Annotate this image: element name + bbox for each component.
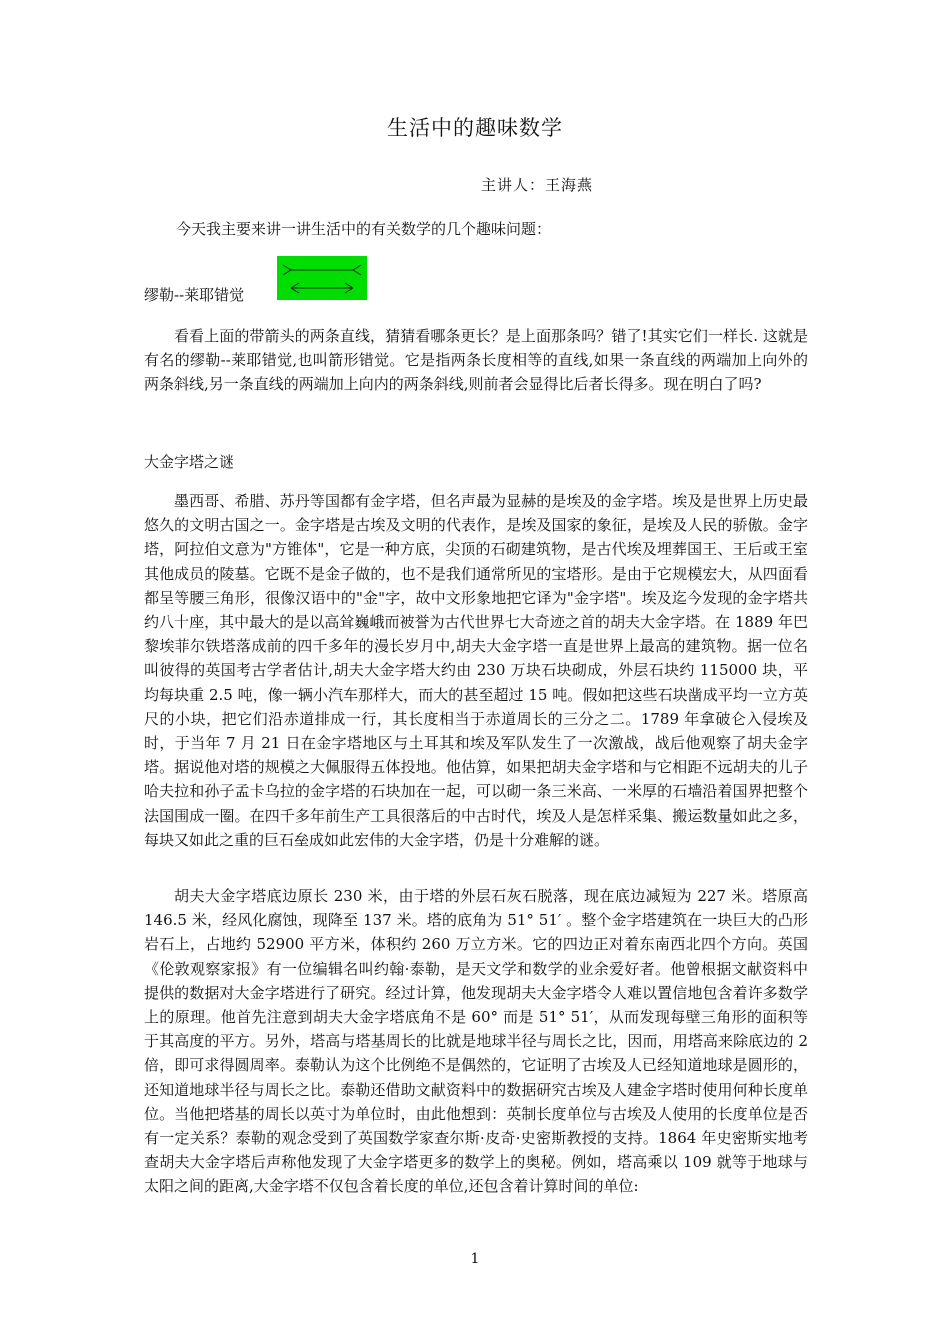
illusion-section — [144, 256, 404, 302]
page-title: 生活中的趣味数学 — [387, 116, 563, 140]
pyramid-paragraph-2: 胡夫大金字塔底边原长 230 米，由于塔的外层石灰石脱落，现在底边减短为 227 米。塔原高 146.5 米，经风化腐蚀，现降至 137 米。塔的底角为 51° 51′ 。整个金字塔建筑在一块巨大的凸形岩石上，占地约 52900 平方米，体积约 260 万立方米。它的四边正对着东南西北四个方向。英国《伦敦观察家报》有一位编辑名叫约翰·泰勒，是天文学和数学的业余爱好者。他曾根据文献资料中提供的数据对大金字塔进行了研究。经过计算，他发现胡夫大金字塔令人难以置信地包含着许多数学上的原理。他首先注意到胡夫大金字塔底角不是 60° 而是 51° 51′，从而发现每壁三角形的面积等于其高度的平方。另外，塔高与塔基周长的比就是地球半径与周长之比，因而，用塔高来除底边的 2 倍，即可求得圆周率。泰勒认为这个比例绝不是偶然的，它证明了古埃及人已经知道地球是圆形的，还知道地球半径与周长之比。泰勒还借助文献资料中的数据研究古埃及人建金字塔时使用何种长度单位。当他把塔基的周长以英寸为单位时，由此他想到：英制长度单位与古埃及人使用的长度单位是否有一定关系？泰勒的观念受到了英国数学家查尔斯·皮奇·史密斯教授的支持。1864 年史密斯实地考查胡夫大金字塔后声称他发现了大金字塔更多的数学上的奥秘。例如，塔高乘以 109 就等于地球与太阳之间的距离,大金字塔不仅包含着长度的单位,还包含着计算时间的单位: — [144, 887, 808, 1196]
intro-line: 今天我主要来讲一讲生活中的有关数学的几个趣味问题： — [176, 220, 552, 238]
illusion-explanation: 看看上面的带箭头的两条直线，猜猜看哪条更长？是上面那条吗？错了!其实它们一样长. 这就是有名的缪勒--莱耶错觉,也叫箭形错觉。它是指两条长度相等的直线,如果一条直线的两端加上向外的两条斜线,另一条直线的两端加上向内的两条斜线,则前者会显得比后者长得多。现在明白了吗? — [144, 327, 808, 394]
section-heading-pyramid: 大金字塔之谜 — [144, 453, 235, 471]
muller-lyer-arrows-icon — [277, 256, 367, 300]
muller-lyer-figure — [277, 256, 367, 300]
pyramid-paragraph-1: 墨西哥、希腊、苏丹等国都有金字塔，但名声最为显赫的是埃及的金字塔。埃及是世界上历史最悠久的文明古国之一。金字塔是古埃及文明的代表作，是埃及国家的象征，是埃及人民的骄傲。金字塔，阿拉伯文意为"方锥体"，它是一种方底，尖顶的石砌建筑物，是古代埃及埋葬国王、王后或王室其他成员的陵墓。它既不是金子做的，也不是我们通常所见的宝塔形。是由于它规模宏大，从四面看都呈等腰三角形，很像汉语中的"金"字，故中文形象地把它译为"金字塔"。埃及迄今发现的金字塔共约八十座，其中最大的是以高耸巍峨而被誉为古代世界七大奇迹之首的胡夫大金字塔。在 1889 年巴黎埃菲尔铁塔落成前的四千多年的漫长岁月中,胡夫大金字塔一直是世界上最高的建筑物。据一位名叫彼得的英国考古学者估计,胡夫大金字塔大约由 230 万块石块砌成，外层石块约 115000 块，平均每块重 2.5 吨，像一辆小汽车那样大，而大的甚至超过 15 吨。假如把这些石块凿成平均一立方英尺的小块，把它们沿赤道排成一行，其长度相当于赤道周长的三分之二。1789 年拿破仑入侵埃及时，于当年 7 月 21 日在金字塔地区与土耳其和埃及军队发生了一次激战，战后他观察了胡夫金字塔。据说他对塔的规模之大佩服得五体投地。他估算，如果把胡夫金字塔和与它相距不远胡夫的儿子哈夫拉和孙子孟卡乌拉的金字塔的石块加在一起，可以砌一条三米高、一米厚的石墙沿着国界把整个法国围成一圈。在四千多年前生产工具很落后的中古时代，埃及人是怎样采集、搬运数量如此之多，每块又如此之重的巨石垒成如此宏伟的大金字塔，仍是十分难解的谜。 — [144, 492, 808, 849]
page-number: 1 — [470, 1251, 480, 1267]
speaker-line: 主讲人：王海燕 — [481, 176, 594, 194]
illusion-label: 缪勒--莱耶错觉 — [144, 286, 245, 304]
